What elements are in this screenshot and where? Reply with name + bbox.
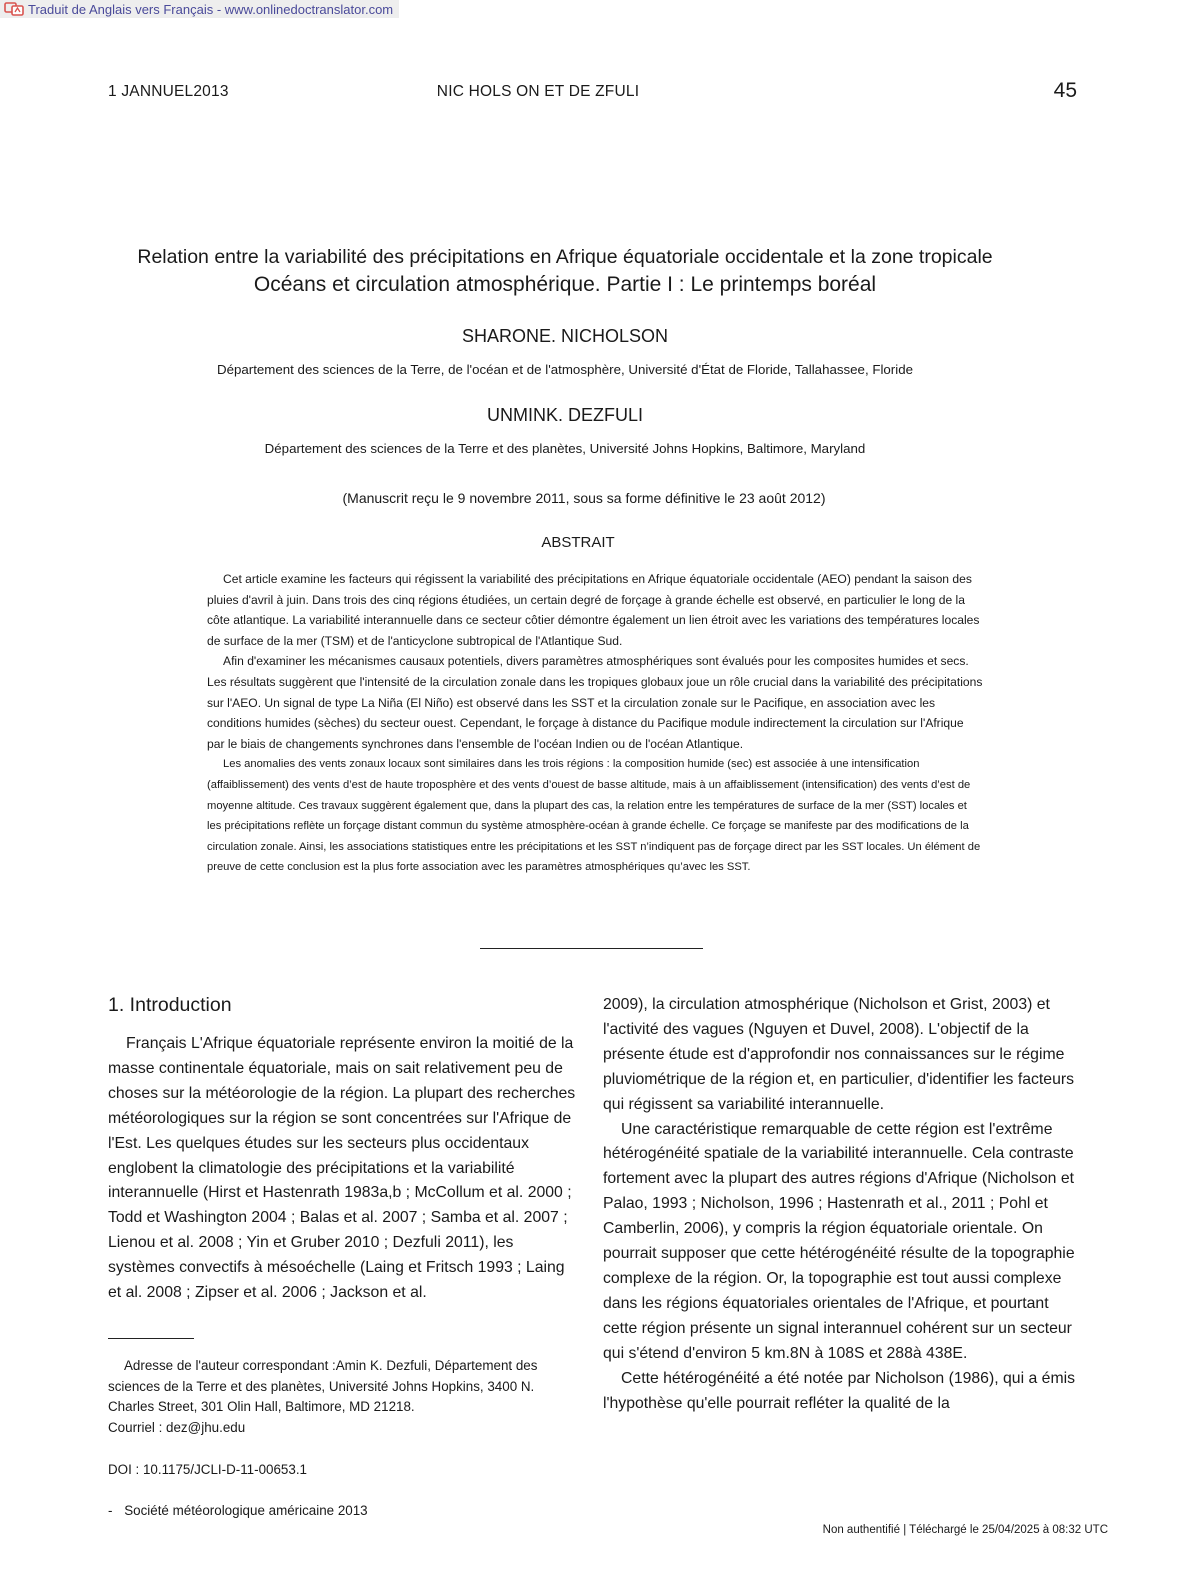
abstract-paragraph: Cet article examine les facteurs qui régissent la variabilité des précipitations en Afrique équatoriale occidentale (AEO) pendant la saison des pluies d'avril à juin. Dans trois des cinq régions étudiées, un certain degré de forçage à grande échelle est observé, en particulier le long de la côte atlantique. La variabilité interannuelle dans ce secteur côtier démontre également un lien étroit avec les variations des températures locales de surface de la mer (TSM) et de l'anticyclone subtropical de l'Atlantique Sud. bbox=[207, 572, 980, 648]
footnote-line: sciences de la Terre et des planètes, Université Johns Hopkins, 3400 N. bbox=[108, 1378, 535, 1394]
translate-icon bbox=[4, 2, 24, 16]
abstract-body bbox=[207, 569, 983, 878]
doi[interactable]: DOI : 10.1175/JCLI-D-11-00653.1 bbox=[108, 1462, 307, 1477]
header-authors: NIC HOLS ON ET DE ZFULI bbox=[436, 83, 640, 100]
abstract-paragraph: Les anomalies des vents zonaux locaux sont similaires dans les trois régions : la composition humide (sec) est associée à une intensification (affaiblissement) des vents d’est de haute troposphère et des vents d’ouest de basse altitude, mais à un affaiblissement (intensification) des vents d’est de moyenne altitude. Ces travaux suggèrent également que, dans la plupart des cas, la relation entre les températures de surface de la mer (SST) locales et les précipitations reflète un forçage distant commun du système atmosphère-océan à grande échelle. Ce forçage se manifeste par des modifications de la circulation zonale. Ainsi, les associations statistiques entre les précipitations et les SST n’indiquent pas de forçage direct par les SST locales. Un élément de preuve de cette conclusion est la plus forte association avec les paramètres atmosphériques qu’avec les SST. bbox=[207, 758, 981, 874]
footnote bbox=[108, 1356, 588, 1438]
paper-title-line2: Océans et circulation atmosphérique. Partie I : Le printemps boréal bbox=[253, 273, 877, 296]
author-name: UNMINK. DEZFULI bbox=[486, 405, 643, 425]
download-note: Non authentifié | Téléchargé le 25/04/2025 à 08:32 UTC bbox=[822, 1524, 1108, 1536]
section-heading: 1. Introduction bbox=[108, 994, 232, 1016]
footnote-email[interactable]: Courriel : dez@jhu.edu bbox=[108, 1419, 246, 1435]
author-affiliation: Département des sciences de la Terre, de l'océan et de l'atmosphère, Université d'État de Floride, Tallahassee, Floride bbox=[217, 362, 913, 377]
footnote-line: Charles Street, 301 Olin Hall, Baltimore, MD 21218. bbox=[108, 1399, 415, 1415]
body-paragraph: Une caractéristique remarquable de cette région est l'extrême hétérogénéité spatiale de la variabilité interannuelle. Cela contraste fortement avec la plupart des autres régions d'Afrique (Nicholson et Palao, 1993 ; Nicholson, 1996 ; Hastenrath et al., 2011 ; Pohl et Camberlin, 2006), y compris la région équatoriale orientale. On pourrait supposer que cette hétérogénéité résulte de la topographie complexe de la région. Or, la topographie est tout aussi complexe dans les régions équatoriales orientales de l'Afrique, et pourtant cette région présente un signal interannuel cohérent sur un secteur qui s'étend d'environ 5 km.8N à 108S et 288à 438E. bbox=[603, 1120, 1075, 1362]
author-name: SHARONE. NICHOLSON bbox=[461, 326, 669, 346]
abstract-heading: ABSTRAIT bbox=[541, 534, 615, 551]
left-column bbox=[108, 992, 582, 1306]
author-affiliation: Département des sciences de la Terre et des planètes, Université Johns Hopkins, Baltimore, Maryland bbox=[264, 441, 866, 456]
abstract-paragraph: Afin d'examiner les mécanismes causaux potentiels, divers paramètres atmosphériques sont évalués pour les composites humides et secs. Les résultats suggèrent que l'intensité de la circulation zonale dans les tropiques globaux joue un rôle crucial dans la variabilité des précipitations sur l'AEO. Un signal de type La Niña (El Niño) est observé dans les SST et la circulation zonale sur le Pacifique, en association avec les conditions humides (sèches) du secteur ouest. Cependant, le forçage à distance du Pacifique module indirectement la circulation sur l'Afrique par le biais de changements synchrones dans l'ensemble de l'océan Indien ou de l'océan Atlantique. bbox=[207, 654, 983, 751]
header-date: 1 JANNUEL2013 bbox=[108, 83, 229, 100]
right-column bbox=[603, 993, 1079, 1416]
received-note: (Manuscrit reçu le 9 novembre 2011, sous sa forme définitive le 23 août 2012) bbox=[342, 490, 826, 506]
translator-banner[interactable] bbox=[0, 0, 399, 18]
body-paragraph: Cette hétérogénéité a été notée par Nicholson (1986), qui a émis l'hypothèse qu'elle pourrait refléter la qualité de la bbox=[603, 1369, 1076, 1412]
footnote-rule bbox=[108, 1338, 194, 1339]
paper-title-line1: Relation entre la variabilité des précipitations en Afrique équatoriale occidentale et la zone tropicale bbox=[137, 246, 993, 268]
society-name: Société météorologique américaine 2013 bbox=[124, 1503, 368, 1518]
copyright-mark: - bbox=[108, 1503, 113, 1518]
society-line bbox=[108, 1501, 368, 1522]
section-divider bbox=[480, 948, 703, 949]
page-number: 45 bbox=[1053, 79, 1077, 102]
footnote-line: Adresse de l'auteur correspondant :Amin K. Dezfuli, Département des bbox=[124, 1358, 538, 1373]
body-paragraph: Français L'Afrique équatoriale représente environ la moitié de la masse continentale équatoriale, mais on sait relativement peu de choses sur la météorologie de la région. La plupart des recherches météorologiques sur la région se sont concentrées sur l'Afrique de l'Est. Les quelques études sur les secteurs plus occidentaux englobent la climatologie des précipitations et la variabilité interannuelle (Hirst et Hastenrath 1983a,b ; McCollum et al. 2000 ; Todd et Washington 2004 ; Balas et al. 2007 ; Samba et al. 2007 ; Lienou et al. 2008 ; Yin et Gruber 2010 ; Dezfuli 2011), les systèmes convectifs à mésoéchelle (Laing et Fritsch 1993 ; Laing et al. 2008 ; Zipser et al. 2006 ; Jackson et al. bbox=[108, 1035, 576, 1302]
body-paragraph: 2009), la circulation atmosphérique (Nicholson et Grist, 2003) et l'activité des vagues (Nguyen et Duvel, 2008). L'objectif de la présente étude est d'approfondir nos connaissances sur le régime pluviométrique de la région et, en particulier, d'identifier les facteurs qui régissent sa variabilité interannuelle. bbox=[603, 996, 1075, 1113]
banner-text[interactable]: Traduit de Anglais vers Français - www.onlinedoctranslator.com bbox=[28, 1, 394, 17]
